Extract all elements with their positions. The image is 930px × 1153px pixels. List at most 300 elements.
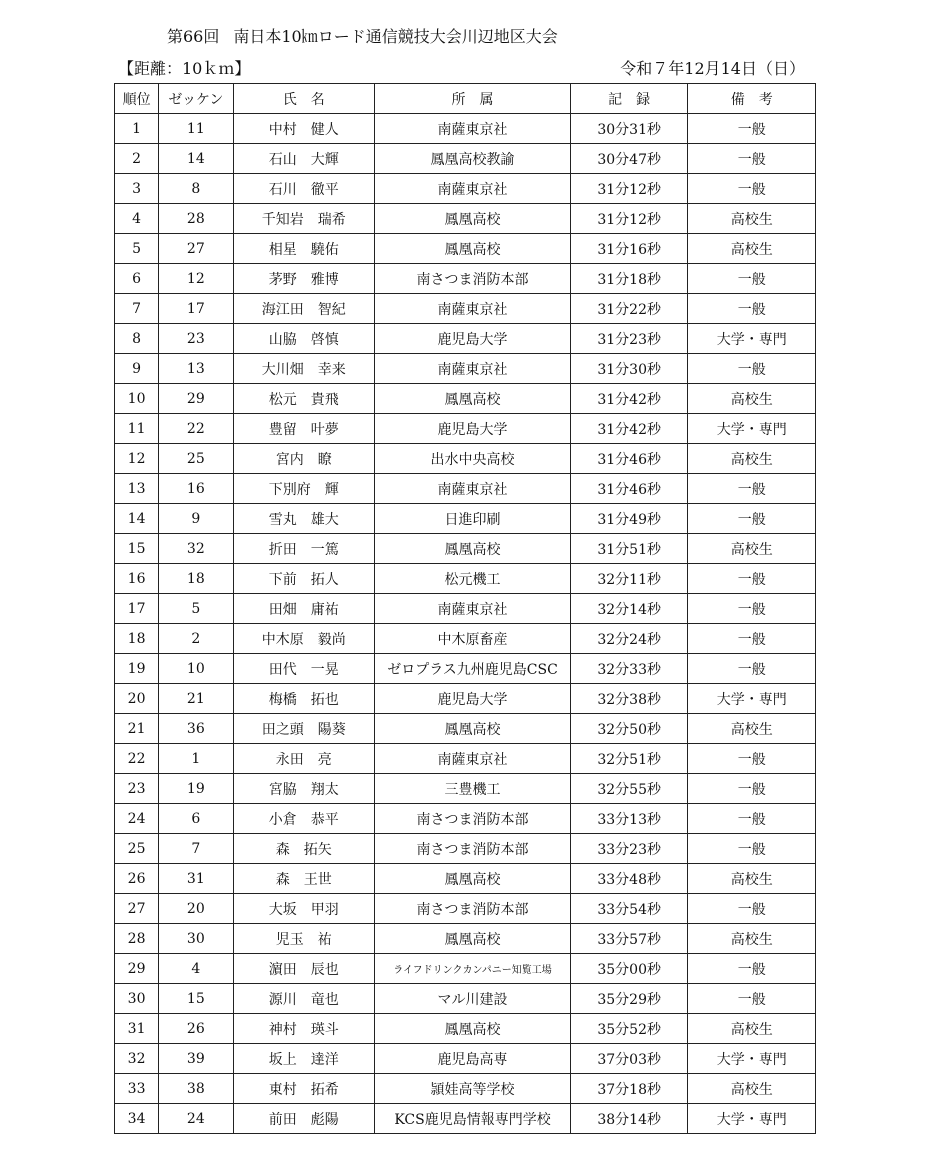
table-row (115, 594, 816, 624)
first-name: 徹平 (310, 181, 339, 198)
team-cell: 鳳凰高校 (375, 924, 571, 954)
note-cell: 一般 (688, 834, 816, 864)
name-cell (233, 984, 375, 1014)
first-name: 拓也 (310, 691, 339, 708)
time-cell: 31分23秒 (570, 324, 688, 354)
table-row (115, 414, 816, 444)
team-cell: 南薩東京社 (375, 114, 571, 144)
rank-cell: 6 (115, 264, 159, 294)
last-name: 小倉 (268, 811, 297, 828)
team-cell: 鳳凰高校 (375, 714, 571, 744)
last-name: 前田 (268, 1111, 297, 1128)
time-cell: 32分50秒 (570, 714, 688, 744)
note-cell: 大学・専門 (688, 414, 816, 444)
note-cell: 大学・専門 (688, 1044, 816, 1074)
table-row (115, 954, 816, 984)
rank-cell: 21 (115, 714, 159, 744)
first-name: 辰也 (310, 961, 339, 978)
note-cell: 一般 (688, 174, 816, 204)
last-name: 児玉 (275, 931, 304, 948)
last-name: 宮内 (275, 451, 304, 468)
rank-cell: 5 (115, 234, 159, 264)
last-name: 山脇 (268, 331, 297, 348)
team-cell: 南さつま消防本部 (375, 804, 571, 834)
team-cell: 鹿児島大学 (375, 324, 571, 354)
first-name: 陽葵 (317, 721, 346, 738)
last-name: 中木原 (261, 631, 304, 648)
note-cell: 高校生 (688, 444, 816, 474)
team-cell: 鳳凰高校 (375, 204, 571, 234)
rank-cell: 7 (115, 294, 159, 324)
name-cell (233, 294, 375, 324)
name-cell (233, 624, 375, 654)
table-row (115, 864, 816, 894)
name-cell (233, 594, 375, 624)
first-name: 拓矢 (303, 841, 332, 858)
team-cell: 鳳凰高校 (375, 534, 571, 564)
last-name: 東村 (268, 1081, 297, 1098)
rank-cell: 17 (115, 594, 159, 624)
name-cell (233, 654, 375, 684)
first-name: 雄大 (310, 511, 339, 528)
last-name: 雪丸 (268, 511, 297, 528)
table-row (115, 774, 816, 804)
time-cell: 38分14秒 (570, 1104, 688, 1134)
team-cell: 南薩東京社 (375, 474, 571, 504)
name-cell (233, 954, 375, 984)
name-cell (233, 864, 375, 894)
last-name: 宮脇 (268, 781, 297, 798)
rank-cell: 13 (115, 474, 159, 504)
bib-cell: 39 (159, 1044, 233, 1074)
last-name: 折田 (268, 541, 297, 558)
first-name: 貴飛 (310, 391, 339, 408)
time-cell: 31分22秒 (570, 294, 688, 324)
last-name: 下前 (268, 571, 297, 588)
table-row (115, 744, 816, 774)
first-name: 一篤 (310, 541, 339, 558)
rank-cell: 2 (115, 144, 159, 174)
table-row (115, 354, 816, 384)
bib-cell: 29 (159, 384, 233, 414)
first-name: 拓希 (310, 1081, 339, 1098)
header-row (115, 84, 816, 114)
rank-cell: 29 (115, 954, 159, 984)
first-name: 彪陽 (310, 1111, 339, 1128)
note-cell: 高校生 (688, 384, 816, 414)
results-table (114, 83, 816, 1134)
name-cell (233, 264, 375, 294)
note-cell: 大学・専門 (688, 324, 816, 354)
note-cell: 高校生 (688, 534, 816, 564)
bib-cell: 1 (159, 744, 233, 774)
time-cell: 35分52秒 (570, 1014, 688, 1044)
rank-cell: 25 (115, 834, 159, 864)
time-cell: 31分12秒 (570, 204, 688, 234)
team-cell: 鳳凰高校教諭 (375, 144, 571, 174)
col-header-time: 記 録 (570, 84, 688, 114)
bib-cell: 18 (159, 564, 233, 594)
note-cell: 一般 (688, 294, 816, 324)
first-name: 祐 (317, 931, 332, 948)
table-row (115, 564, 816, 594)
rank-cell: 28 (115, 924, 159, 954)
table-row (115, 1104, 816, 1134)
first-name: 一晃 (310, 661, 339, 678)
team-cell: 松元機工 (375, 564, 571, 594)
rank-cell: 34 (115, 1104, 159, 1134)
time-cell: 31分12秒 (570, 174, 688, 204)
last-name: 松元 (268, 391, 297, 408)
bib-cell: 27 (159, 234, 233, 264)
first-name: 庸祐 (310, 601, 339, 618)
note-cell: 大学・専門 (688, 684, 816, 714)
note-cell: 一般 (688, 354, 816, 384)
note-cell: 高校生 (688, 1074, 816, 1104)
table-row (115, 804, 816, 834)
bib-cell: 22 (159, 414, 233, 444)
rank-cell: 23 (115, 774, 159, 804)
team-cell: マル川建設 (375, 984, 571, 1014)
time-cell: 31分46秒 (570, 474, 688, 504)
table-row (115, 144, 816, 174)
name-cell (233, 1074, 375, 1104)
time-cell: 31分30秒 (570, 354, 688, 384)
last-name: 石山 (268, 151, 297, 168)
note-cell: 一般 (688, 654, 816, 684)
note-cell: 一般 (688, 474, 816, 504)
name-cell (233, 144, 375, 174)
rank-cell: 11 (115, 414, 159, 444)
bib-cell: 12 (159, 264, 233, 294)
team-cell: 南さつま消防本部 (375, 894, 571, 924)
time-cell: 35分29秒 (570, 984, 688, 1014)
bib-cell: 30 (159, 924, 233, 954)
note-cell: 高校生 (688, 864, 816, 894)
team-cell: KCS鹿児島情報専門学校 (375, 1104, 571, 1134)
team-cell: 南さつま消防本部 (375, 264, 571, 294)
name-cell (233, 354, 375, 384)
first-name: 亮 (317, 751, 332, 768)
team-cell: 鳳凰高校 (375, 384, 571, 414)
bib-cell: 6 (159, 804, 233, 834)
col-header-name: 氏 名 (233, 84, 375, 114)
last-name: 田代 (268, 661, 297, 678)
bib-cell: 38 (159, 1074, 233, 1104)
table-row (115, 684, 816, 714)
table-row (115, 444, 816, 474)
bib-cell: 19 (159, 774, 233, 804)
note-cell: 一般 (688, 594, 816, 624)
table-row (115, 984, 816, 1014)
first-name: 毅尚 (317, 631, 346, 648)
table-row (115, 474, 816, 504)
last-name: 田畑 (268, 601, 297, 618)
bib-cell: 25 (159, 444, 233, 474)
last-name: 豊留 (268, 421, 297, 438)
name-cell (233, 924, 375, 954)
table-row (115, 294, 816, 324)
last-name: 大川畑 (261, 361, 304, 378)
note-cell: 一般 (688, 774, 816, 804)
first-name: 翔太 (310, 781, 339, 798)
time-cell: 37分18秒 (570, 1074, 688, 1104)
table-row (115, 924, 816, 954)
table-row (115, 624, 816, 654)
rank-cell: 16 (115, 564, 159, 594)
table-row (115, 174, 816, 204)
rank-cell: 3 (115, 174, 159, 204)
team-cell: 南薩東京社 (375, 294, 571, 324)
note-cell: 一般 (688, 804, 816, 834)
note-cell: 高校生 (688, 714, 816, 744)
event-edition: 第66回 (167, 27, 220, 46)
name-cell (233, 384, 375, 414)
first-name: 啓慎 (310, 331, 339, 348)
table-row (115, 204, 816, 234)
note-cell: 一般 (688, 984, 816, 1014)
time-cell: 32分51秒 (570, 744, 688, 774)
table-row (115, 1014, 816, 1044)
team-cell: 鳳凰高校 (375, 864, 571, 894)
last-name: 相星 (268, 241, 297, 258)
first-name: 瞭 (317, 451, 332, 468)
event-date: 令和７年12月14日（日） (620, 59, 805, 78)
first-name: 幸来 (317, 361, 346, 378)
team-cell: 南薩東京社 (375, 174, 571, 204)
last-name: 源川 (268, 991, 297, 1008)
name-cell (233, 744, 375, 774)
last-name: 森 (275, 841, 290, 858)
bib-cell: 28 (159, 204, 233, 234)
time-cell: 33分23秒 (570, 834, 688, 864)
name-cell (233, 894, 375, 924)
team-cell: 南薩東京社 (375, 354, 571, 384)
bib-cell: 9 (159, 504, 233, 534)
last-name: 千知岩 (261, 211, 304, 228)
col-header-rank: 順位 (115, 84, 159, 114)
note-cell: 高校生 (688, 1014, 816, 1044)
team-cell: 南薩東京社 (375, 594, 571, 624)
first-name: 大輝 (310, 151, 339, 168)
rank-cell: 10 (115, 384, 159, 414)
bib-cell: 17 (159, 294, 233, 324)
note-cell: 高校生 (688, 924, 816, 954)
note-cell: 高校生 (688, 204, 816, 234)
name-cell (233, 174, 375, 204)
time-cell: 33分54秒 (570, 894, 688, 924)
first-name: 驍佑 (310, 241, 339, 258)
last-name: 石川 (268, 181, 297, 198)
name-cell (233, 114, 375, 144)
event-name: 南日本10㎞ロード通信競技大会川辺地区大会 (233, 27, 558, 46)
bib-cell: 31 (159, 864, 233, 894)
time-cell: 32分55秒 (570, 774, 688, 804)
table-row (115, 1074, 816, 1104)
first-name: 竜也 (310, 991, 339, 1008)
last-name: 中村 (268, 121, 297, 138)
bib-cell: 20 (159, 894, 233, 924)
bib-cell: 16 (159, 474, 233, 504)
note-cell: 一般 (688, 144, 816, 174)
note-cell: 高校生 (688, 234, 816, 264)
table-row (115, 834, 816, 864)
rank-cell: 30 (115, 984, 159, 1014)
name-cell (233, 204, 375, 234)
rank-cell: 14 (115, 504, 159, 534)
table-row (115, 504, 816, 534)
note-cell: 一般 (688, 564, 816, 594)
name-cell (233, 324, 375, 354)
name-cell (233, 564, 375, 594)
time-cell: 30分47秒 (570, 144, 688, 174)
first-name: 甲羽 (310, 901, 339, 918)
col-header-bib: ゼッケン (159, 84, 233, 114)
first-name: 王世 (303, 871, 332, 888)
time-cell: 32分14秒 (570, 594, 688, 624)
rank-cell: 22 (115, 744, 159, 774)
rank-cell: 8 (115, 324, 159, 354)
time-cell: 30分31秒 (570, 114, 688, 144)
note-cell: 一般 (688, 504, 816, 534)
first-name: 拓人 (310, 571, 339, 588)
team-cell: 日進印刷 (375, 504, 571, 534)
name-cell (233, 684, 375, 714)
note-cell: 一般 (688, 264, 816, 294)
rank-cell: 18 (115, 624, 159, 654)
first-name: 達洋 (310, 1051, 339, 1068)
rank-cell: 31 (115, 1014, 159, 1044)
col-header-team: 所 属 (375, 84, 571, 114)
team-cell: 南さつま消防本部 (375, 834, 571, 864)
team-cell: 三豊機工 (375, 774, 571, 804)
last-name: 田之頭 (261, 721, 304, 738)
first-name: 瑛斗 (310, 1021, 339, 1038)
bib-cell: 32 (159, 534, 233, 564)
bib-cell: 23 (159, 324, 233, 354)
col-header-note: 備 考 (688, 84, 816, 114)
results-body (115, 114, 816, 1134)
table-row (115, 114, 816, 144)
first-name: 雅博 (310, 271, 339, 288)
rank-cell: 1 (115, 114, 159, 144)
last-name: 海江田 (261, 301, 304, 318)
time-cell: 33分57秒 (570, 924, 688, 954)
name-cell (233, 234, 375, 264)
name-cell (233, 444, 375, 474)
time-cell: 31分18秒 (570, 264, 688, 294)
name-cell (233, 414, 375, 444)
first-name: 輝 (324, 481, 339, 498)
last-name: 下別府 (268, 481, 311, 498)
name-cell (233, 804, 375, 834)
last-name: 大坂 (268, 901, 297, 918)
name-cell (233, 1104, 375, 1134)
time-cell: 31分51秒 (570, 534, 688, 564)
time-cell: 31分42秒 (570, 414, 688, 444)
time-cell: 31分16秒 (570, 234, 688, 264)
rank-cell: 26 (115, 864, 159, 894)
rank-cell: 20 (115, 684, 159, 714)
name-cell (233, 774, 375, 804)
first-name: 叶夢 (310, 421, 339, 438)
rank-cell: 27 (115, 894, 159, 924)
last-name: 坂上 (268, 1051, 297, 1068)
bib-cell: 36 (159, 714, 233, 744)
time-cell: 32分11秒 (570, 564, 688, 594)
last-name: 永田 (275, 751, 304, 768)
table-row (115, 894, 816, 924)
time-cell: 33分13秒 (570, 804, 688, 834)
team-cell: 中木原畜産 (375, 624, 571, 654)
last-name: 神村 (268, 1021, 297, 1038)
table-row (115, 384, 816, 414)
note-cell: 一般 (688, 894, 816, 924)
name-cell (233, 714, 375, 744)
table-row (115, 1044, 816, 1074)
note-cell: 一般 (688, 744, 816, 774)
table-row (115, 324, 816, 354)
first-name: 瑞希 (317, 211, 346, 228)
last-name: 森 (275, 871, 290, 888)
bib-cell: 13 (159, 354, 233, 384)
rank-cell: 19 (115, 654, 159, 684)
first-name: 恭平 (310, 811, 339, 828)
bib-cell: 24 (159, 1104, 233, 1134)
time-cell: 32分38秒 (570, 684, 688, 714)
note-cell: 一般 (688, 954, 816, 984)
note-cell: 大学・専門 (688, 1104, 816, 1134)
note-cell: 一般 (688, 624, 816, 654)
last-name: 茅野 (268, 271, 297, 288)
team-cell: 頴娃高等学校 (375, 1074, 571, 1104)
event-title (167, 24, 558, 47)
rank-cell: 24 (115, 804, 159, 834)
team-cell: 鳳凰高校 (375, 1014, 571, 1044)
name-cell (233, 1014, 375, 1044)
name-cell (233, 834, 375, 864)
team-cell: ライフドリンクカンパニー知覧工場 (375, 954, 571, 984)
bib-cell: 8 (159, 174, 233, 204)
bib-cell: 4 (159, 954, 233, 984)
bib-cell: 10 (159, 654, 233, 684)
table-row (115, 654, 816, 684)
time-cell: 32分24秒 (570, 624, 688, 654)
team-cell: 鳳凰高校 (375, 234, 571, 264)
rank-cell: 33 (115, 1074, 159, 1104)
team-cell: 鹿児島大学 (375, 684, 571, 714)
bib-cell: 26 (159, 1014, 233, 1044)
table-row (115, 264, 816, 294)
time-cell: 35分00秒 (570, 954, 688, 984)
last-name: 濵田 (268, 961, 297, 978)
time-cell: 33分48秒 (570, 864, 688, 894)
distance-label: 【距離：10ｋｍ】 (118, 59, 251, 78)
team-cell: 南薩東京社 (375, 744, 571, 774)
table-row (115, 714, 816, 744)
bib-cell: 15 (159, 984, 233, 1014)
team-cell: 鹿児島大学 (375, 414, 571, 444)
time-cell: 31分46秒 (570, 444, 688, 474)
note-cell: 一般 (688, 114, 816, 144)
bib-cell: 7 (159, 834, 233, 864)
rank-cell: 9 (115, 354, 159, 384)
name-cell (233, 1044, 375, 1074)
time-cell: 37分03秒 (570, 1044, 688, 1074)
bib-cell: 5 (159, 594, 233, 624)
team-cell: 出水中央高校 (375, 444, 571, 474)
bib-cell: 2 (159, 624, 233, 654)
